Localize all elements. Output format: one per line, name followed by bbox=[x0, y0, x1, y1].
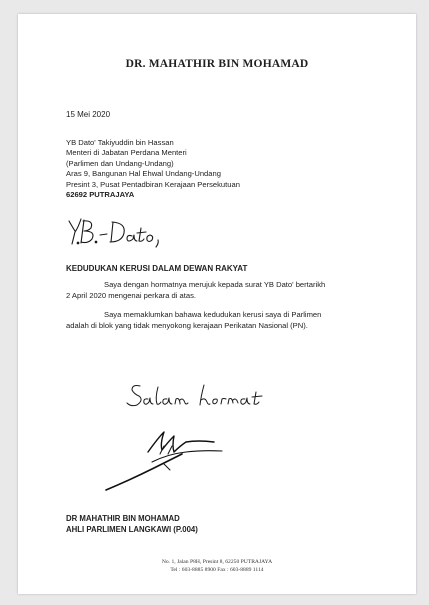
paragraph-line: 2 April 2020 mengenai perkara di atas. bbox=[66, 291, 197, 300]
address-postcode-city: 62692 PUTRAJAYA bbox=[66, 190, 135, 200]
footer-contact: Tel : 603-8885 8900 Fax : 603-8889 1114 bbox=[170, 567, 264, 573]
address-line: Presint 3, Pusat Pentadbiran Kerajaan Persekutuan bbox=[66, 179, 240, 189]
address-line: (Parlimen dan Undang-Undang) bbox=[66, 158, 174, 168]
signature bbox=[102, 424, 242, 500]
letter-subject: KEDUDUKAN KERUSI DALAM DEWAN RAKYAT bbox=[66, 264, 248, 273]
address-line: Aras 9, Bangunan Hal Ehwal Undang-Undang bbox=[66, 169, 221, 179]
letter-page bbox=[18, 14, 416, 594]
handwritten-salutation bbox=[66, 214, 186, 254]
signer-title: AHLI PARLIMEN LANGKAWI (P.004) bbox=[66, 524, 198, 534]
paragraph-line: adalah di blok yang tidak menyokong kerajaan Perikatan Nasional (PN). bbox=[66, 321, 308, 330]
paragraph-2 bbox=[66, 309, 382, 331]
salutation-handwriting bbox=[66, 214, 186, 254]
letter-date: 15 Mei 2020 bbox=[66, 110, 111, 119]
letter-footer bbox=[18, 558, 416, 574]
signer-name: DR MAHATHIR BIN MOHAMAD bbox=[66, 514, 180, 523]
closing-handwriting bbox=[122, 378, 282, 414]
address-line: YB Dato' Takiyuddin bin Hassan bbox=[66, 138, 174, 147]
recipient-address bbox=[66, 138, 240, 200]
letterhead: DR. MAHATHIR BIN MOHAMAD bbox=[125, 58, 309, 70]
signature-mark bbox=[102, 424, 242, 500]
handwritten-closing bbox=[122, 378, 282, 414]
footer-address: No. 1, Jalan P8H, Presint 8, 62250 PUTRAJAYA bbox=[161, 559, 273, 565]
paragraph-1 bbox=[66, 279, 382, 301]
paragraph-line: Saya memaklumkan bahawa kedudukan kerusi saya di Parlimen bbox=[104, 310, 322, 319]
signer-block bbox=[66, 514, 198, 535]
paragraph-line: Saya dengan hormatnya merujuk kepada surat YB Dato' bertarikh bbox=[104, 280, 326, 289]
address-line: Menteri di Jabatan Perdana Menteri bbox=[66, 148, 187, 158]
